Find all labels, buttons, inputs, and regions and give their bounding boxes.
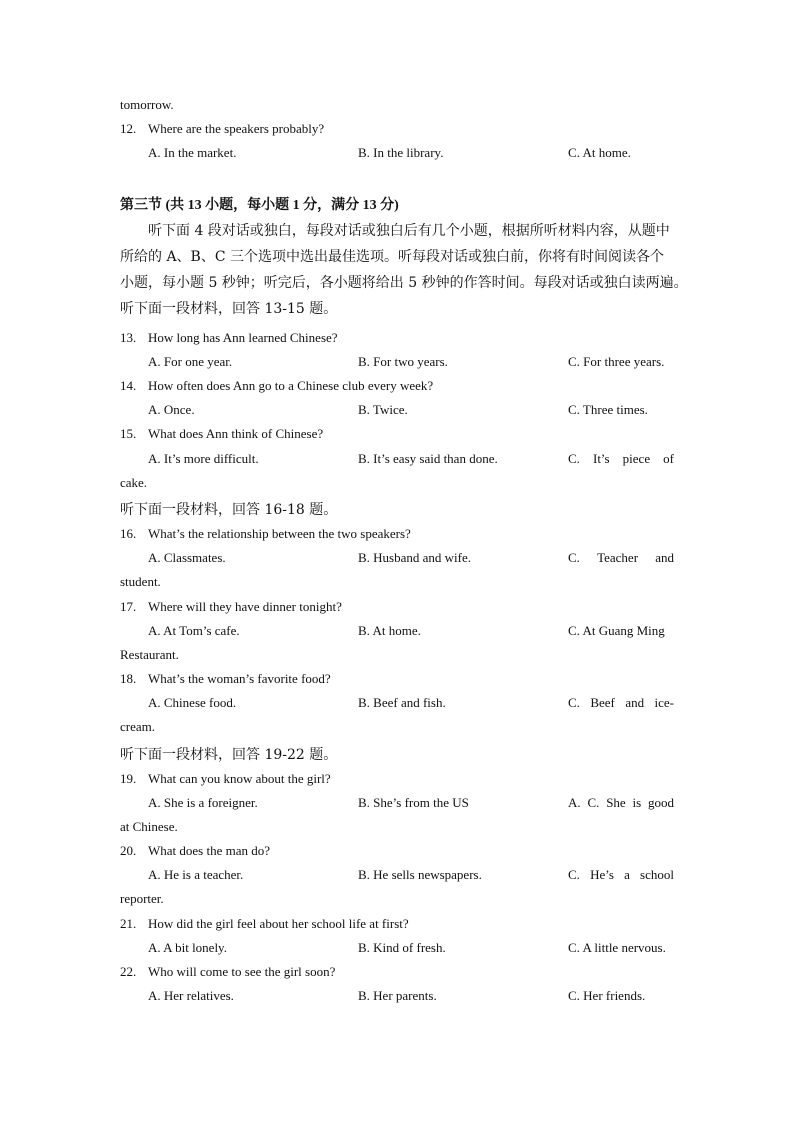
question-12-number: 12. [120,121,137,136]
instruction-line-2: 所给的 A、B、C 三个选项中选出最佳选项。听每段对话或独白前，你将有时间阅读各个 [120,249,665,265]
question-16-text: What’s the relationship between the two speakers? [148,526,411,541]
question-22-option-c: C. Her friends. [568,988,646,1003]
option-word: and [655,550,674,565]
question-15-option-c-continuation: cake. [120,475,148,490]
question-22-option-a: A. Her relatives. [148,988,234,1003]
question-20-option-c [568,867,674,883]
listen-prompt-2: 听下面一段材料，回答 16-18 题。 [120,502,338,518]
question-12-option-b: B. In the library. [358,145,444,160]
option-word: It’s [592,451,610,466]
question-22-text: Who will come to see the girl soon? [148,964,336,979]
question-17-number: 17. [120,599,137,614]
option-word: C. [568,867,580,882]
question-19-option-c-continuation: at Chinese. [120,819,178,834]
question-18-option-b: B. Beef and fish. [358,695,446,710]
question-14-option-c: C. Three times. [568,402,648,417]
question-17-option-b: B. At home. [358,623,421,638]
question-19-option-a: A. She is a foreigner. [148,795,258,810]
question-16-option-b: B. Husband and wife. [358,550,472,565]
instruction-line-3: 小题，每小题 5 秒钟；听完后，各小题将给出 5 秒钟的作答时间。每段对话或独白读两遍。 [120,275,688,291]
question-17-option-c: C. At Guang Ming [568,623,665,638]
option-word: She [606,795,626,810]
section-title: 第三节 (共 13 小题，每小题 1 分，满分 13 分) [120,198,399,213]
option-word: C. [568,695,580,710]
question-15-option-b: B. It’s easy said than done. [358,451,498,466]
question-22-option-b: B. Her parents. [358,988,437,1003]
question-19-number: 19. [120,771,137,786]
question-16-option-a: A. Classmates. [148,550,226,565]
question-19-option-c [568,795,674,811]
question-18-number: 18. [120,671,137,686]
option-word: C. [568,451,580,466]
option-word: C. [587,795,600,810]
question-19-text: What can you know about the girl? [148,771,331,786]
question-18-option-c [568,695,674,711]
question-14-text: How often does Ann go to a Chinese club every week? [148,378,434,393]
question-18-option-c-continuation: cream. [120,719,156,734]
question-16-option-c [568,550,674,566]
option-word: A. [568,795,581,810]
question-16-number: 16. [120,526,137,541]
question-13-option-c: C. For three years. [568,354,665,369]
option-word: Teacher [597,550,639,565]
question-14-number: 14. [120,378,137,393]
question-15-option-c [568,451,674,467]
question-12-option-c: C. At home. [568,145,631,160]
option-word: of [663,451,674,466]
question-13-text: How long has Ann learned Chinese? [148,330,338,345]
option-word: C. [568,550,580,565]
question-13-number: 13. [120,330,137,345]
question-12-text: Where are the speakers probably? [148,121,325,136]
question-18-option-a: A. Chinese food. [148,695,237,710]
question-20-text: What does the man do? [148,843,271,858]
question-14-option-a: A. Once. [148,402,195,417]
question-22-number: 22. [120,964,137,979]
option-word: and [625,695,645,710]
question-17-option-a: A. At Tom’s cafe. [148,623,240,638]
option-word: school [640,867,674,882]
option-word: is [632,795,642,810]
question-21-number: 21. [120,916,137,931]
option-word: He’s [590,867,614,882]
listen-prompt-1: 听下面一段材料，回答 13-15 题。 [120,301,338,317]
question-21-option-c: C. A little nervous. [568,940,666,955]
question-15-option-a: A. It’s more difficult. [148,451,259,466]
question-19-option-b: B. She’s from the US [358,795,469,810]
question-20-number: 20. [120,843,137,858]
question-16-option-c-continuation: student. [120,574,161,589]
question-18-text: What’s the woman’s favorite food? [148,671,331,686]
option-word: Beef [590,695,615,710]
question-20-option-a: A. He is a teacher. [148,867,244,882]
question-13-option-b: B. For two years. [358,354,448,369]
question-20-option-b: B. He sells newspapers. [358,867,482,882]
question-17-option-c-continuation: Restaurant. [120,647,179,662]
continuation-text: tomorrow. [120,97,174,112]
listen-prompt-3: 听下面一段材料，回答 19-22 题。 [120,747,338,763]
option-word: ice- [654,695,674,710]
option-word: a [624,867,630,882]
question-15-text: What does Ann think of Chinese? [148,426,324,441]
question-15-number: 15. [120,426,137,441]
question-21-option-b: B. Kind of fresh. [358,940,446,955]
option-word: good [647,795,674,810]
question-17-text: Where will they have dinner tonight? [148,599,342,614]
question-14-option-b: B. Twice. [358,402,408,417]
option-word: piece [622,451,651,466]
question-20-option-c-continuation: reporter. [120,891,164,906]
question-21-option-a: A. A bit lonely. [148,940,227,955]
question-13-option-a: A. For one year. [148,354,233,369]
instruction-line-1: 听下面 4 段对话或独白，每段对话或独白后有几个小题，根据所听材料内容，从题中 [148,223,670,239]
question-12-option-a: A. In the market. [148,145,237,160]
question-21-text: How did the girl feel about her school life at first? [148,916,409,931]
